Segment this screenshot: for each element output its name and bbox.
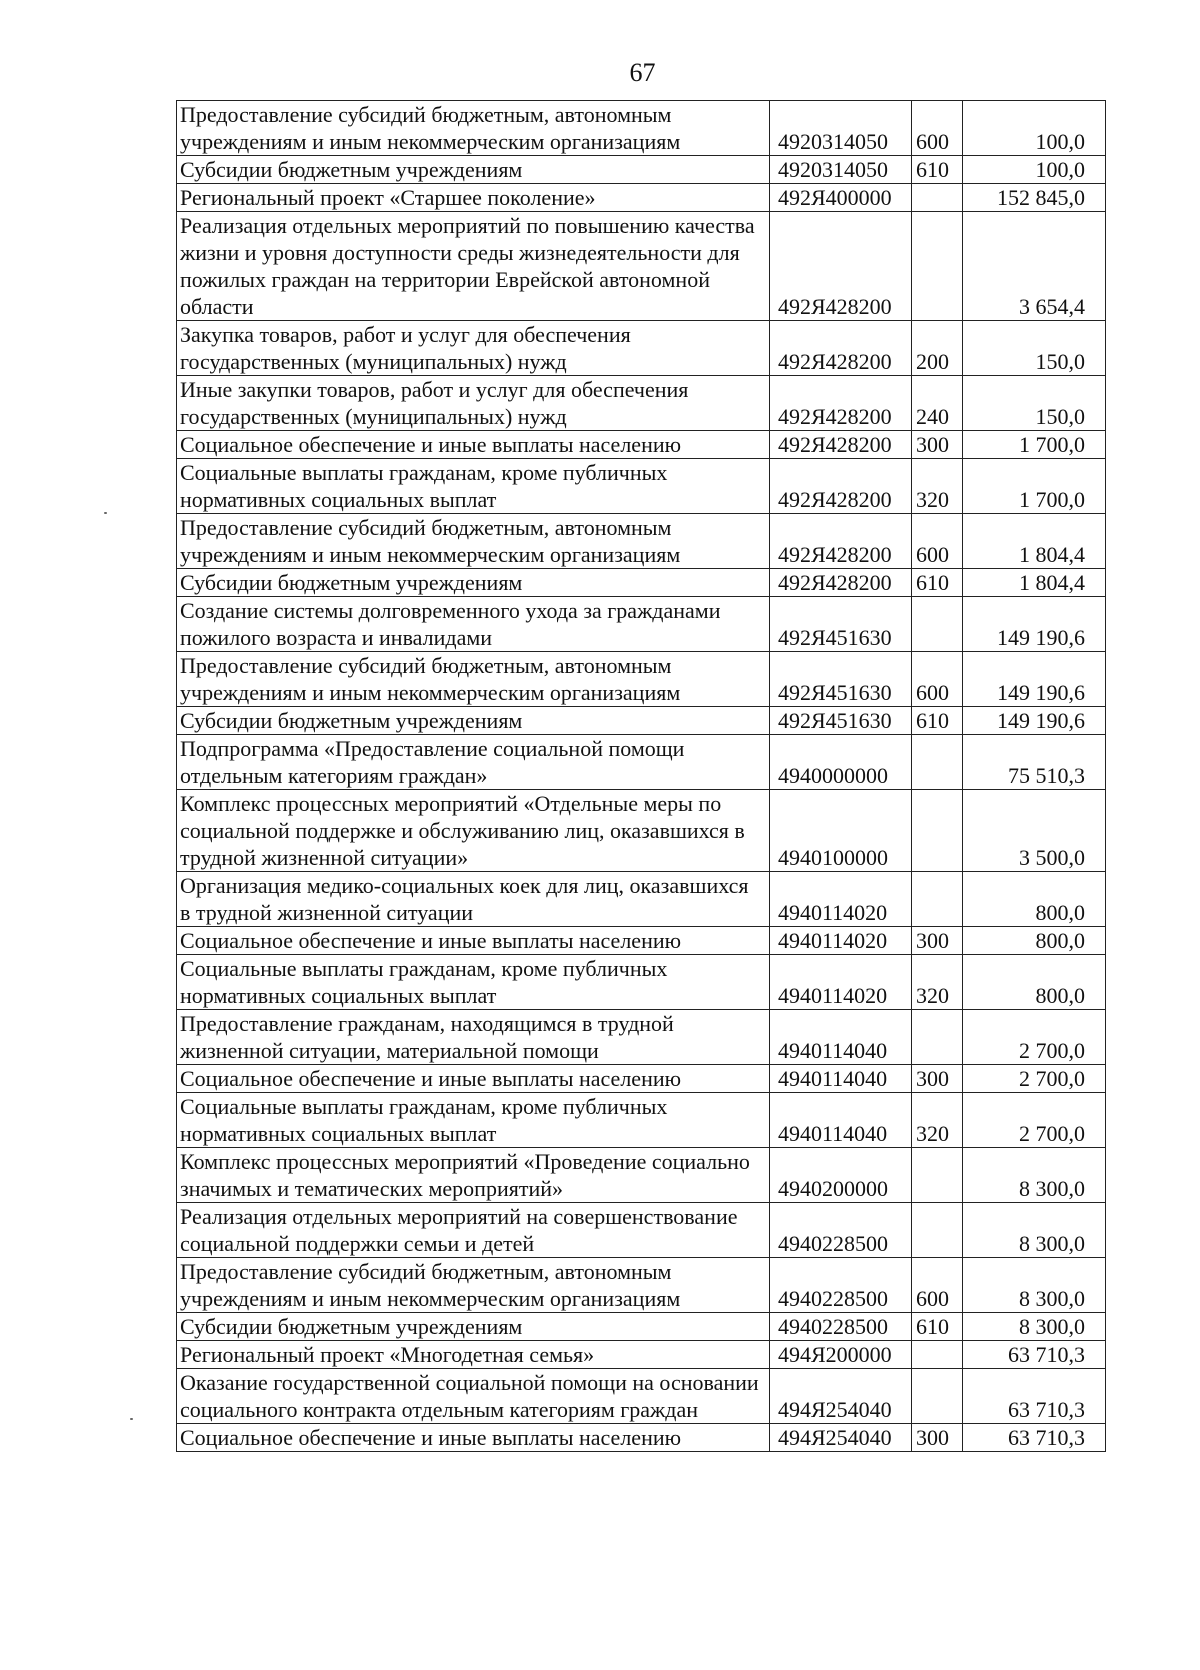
table-row <box>177 569 1106 597</box>
row-name-cell: Региональный проект «Старшее поколение» <box>177 184 770 212</box>
expense-type-cell: 610 <box>912 707 963 735</box>
target-article-code-cell: 4940228500 <box>770 1203 912 1258</box>
table-row <box>177 597 1106 652</box>
amount-cell: 1 700,0 <box>963 459 1106 514</box>
table-row <box>177 707 1106 735</box>
row-name-cell: Субсидии бюджетным учреждениям <box>177 156 770 184</box>
table-row <box>177 184 1106 212</box>
target-article-code-cell: 492Я428200 <box>770 431 912 459</box>
target-article-code-cell: 492Я428200 <box>770 514 912 569</box>
target-article-code-cell: 4940228500 <box>770 1313 912 1341</box>
expense-type-cell: 240 <box>912 376 963 431</box>
row-name-cell: Предоставление субсидий бюджетным, автономным учреждениям и иным некоммерческим организациям <box>177 514 770 569</box>
expense-type-cell: 600 <box>912 514 963 569</box>
row-name-cell: Социальные выплаты гражданам, кроме публичных нормативных социальных выплат <box>177 459 770 514</box>
target-article-code-cell: 4940114040 <box>770 1010 912 1065</box>
target-article-code-cell: 4940100000 <box>770 790 912 872</box>
table-row <box>177 1065 1106 1093</box>
table-row <box>177 872 1106 927</box>
expense-type-cell: 600 <box>912 101 963 156</box>
amount-cell: 800,0 <box>963 927 1106 955</box>
row-name-cell: Комплекс процессных мероприятий «Проведение социально значимых и тематических мероприятий» <box>177 1148 770 1203</box>
row-name-cell: Предоставление субсидий бюджетным, автономным учреждениям и иным некоммерческим организациям <box>177 101 770 156</box>
row-name-cell: Субсидии бюджетным учреждениям <box>177 569 770 597</box>
expense-type-cell <box>912 1148 963 1203</box>
table-row <box>177 1203 1106 1258</box>
expense-type-cell: 300 <box>912 1065 963 1093</box>
target-article-code-cell: 494Я254040 <box>770 1369 912 1424</box>
expense-type-cell: 300 <box>912 927 963 955</box>
amount-cell: 1 804,4 <box>963 514 1106 569</box>
table-row <box>177 321 1106 376</box>
expense-type-cell: 610 <box>912 156 963 184</box>
target-article-code-cell: 494Я254040 <box>770 1424 912 1452</box>
amount-cell: 100,0 <box>963 101 1106 156</box>
target-article-code-cell: 492Я451630 <box>770 707 912 735</box>
amount-cell: 149 190,6 <box>963 707 1106 735</box>
row-name-cell: Социальные выплаты гражданам, кроме публичных нормативных социальных выплат <box>177 1093 770 1148</box>
table-row <box>177 652 1106 707</box>
expense-type-cell: 610 <box>912 1313 963 1341</box>
amount-cell: 75 510,3 <box>963 735 1106 790</box>
target-article-code-cell: 4940000000 <box>770 735 912 790</box>
amount-cell: 2 700,0 <box>963 1093 1106 1148</box>
table-row <box>177 459 1106 514</box>
amount-cell: 8 300,0 <box>963 1313 1106 1341</box>
amount-cell: 3 500,0 <box>963 790 1106 872</box>
expense-type-cell <box>912 597 963 652</box>
target-article-code-cell: 4940200000 <box>770 1148 912 1203</box>
expense-type-cell: 610 <box>912 569 963 597</box>
amount-cell: 150,0 <box>963 321 1106 376</box>
table-row <box>177 1010 1106 1065</box>
expense-type-cell: 600 <box>912 652 963 707</box>
target-article-code-cell: 492Я428200 <box>770 212 912 321</box>
amount-cell: 2 700,0 <box>963 1065 1106 1093</box>
amount-cell: 800,0 <box>963 955 1106 1010</box>
expense-type-cell: 320 <box>912 1093 963 1148</box>
row-name-cell: Предоставление гражданам, находящимся в трудной жизненной ситуации, материальной помощи <box>177 1010 770 1065</box>
page-number: 67 <box>629 58 656 87</box>
amount-cell: 63 710,3 <box>963 1424 1106 1452</box>
row-name-cell: Оказание государственной социальной помощи на основании социального контракта отдельным категориям граждан <box>177 1369 770 1424</box>
amount-cell: 149 190,6 <box>963 652 1106 707</box>
table-row <box>177 790 1106 872</box>
table-row <box>177 1258 1106 1313</box>
target-article-code-cell: 492Я428200 <box>770 459 912 514</box>
table-row <box>177 212 1106 321</box>
target-article-code-cell: 492Я428200 <box>770 376 912 431</box>
amount-cell: 100,0 <box>963 156 1106 184</box>
row-name-cell: Социальное обеспечение и иные выплаты населению <box>177 1424 770 1452</box>
row-name-cell: Субсидии бюджетным учреждениям <box>177 1313 770 1341</box>
amount-cell: 3 654,4 <box>963 212 1106 321</box>
target-article-code-cell: 494Я200000 <box>770 1341 912 1369</box>
table-row <box>177 735 1106 790</box>
expense-type-cell <box>912 735 963 790</box>
row-name-cell: Предоставление субсидий бюджетным, автономным учреждениям и иным некоммерческим организациям <box>177 1258 770 1313</box>
row-name-cell: Социальное обеспечение и иные выплаты населению <box>177 1065 770 1093</box>
row-name-cell: Социальное обеспечение и иные выплаты населению <box>177 927 770 955</box>
target-article-code-cell: 492Я451630 <box>770 597 912 652</box>
expense-type-cell <box>912 1341 963 1369</box>
target-article-code-cell: 4940114040 <box>770 1093 912 1148</box>
expense-type-cell <box>912 212 963 321</box>
table-row <box>177 101 1106 156</box>
amount-cell: 1 700,0 <box>963 431 1106 459</box>
scan-speck <box>130 1418 133 1420</box>
target-article-code-cell: 4940114040 <box>770 1065 912 1093</box>
row-name-cell: Комплекс процессных мероприятий «Отдельные меры по социальной поддержке и обслуживанию лиц, оказавшихся в трудной жизненной ситуации» <box>177 790 770 872</box>
amount-cell: 149 190,6 <box>963 597 1106 652</box>
row-name-cell: Создание системы долговременного ухода за гражданами пожилого возраста и инвалидами <box>177 597 770 652</box>
amount-cell: 1 804,4 <box>963 569 1106 597</box>
table-row <box>177 1424 1106 1452</box>
amount-cell: 63 710,3 <box>963 1369 1106 1424</box>
row-name-cell: Иные закупки товаров, работ и услуг для обеспечения государственных (муниципальных) нужд <box>177 376 770 431</box>
table-row <box>177 927 1106 955</box>
row-name-cell: Реализация отдельных мероприятий по повышению качества жизни и уровня доступности среды жизнедеятельности для пожилых граждан на территории Еврейской автономной области <box>177 212 770 321</box>
amount-cell: 8 300,0 <box>963 1258 1106 1313</box>
table-row <box>177 431 1106 459</box>
table-row <box>177 1313 1106 1341</box>
expense-type-cell <box>912 1010 963 1065</box>
expense-type-cell <box>912 1203 963 1258</box>
row-name-cell: Подпрограмма «Предоставление социальной помощи отдельным категориям граждан» <box>177 735 770 790</box>
table-row <box>177 1093 1106 1148</box>
table-row <box>177 376 1106 431</box>
expense-type-cell: 320 <box>912 955 963 1010</box>
target-article-code-cell: 4920314050 <box>770 156 912 184</box>
target-article-code-cell: 4940114020 <box>770 955 912 1010</box>
row-name-cell: Закупка товаров, работ и услуг для обеспечения государственных (муниципальных) нужд <box>177 321 770 376</box>
amount-cell: 2 700,0 <box>963 1010 1106 1065</box>
expense-type-cell <box>912 790 963 872</box>
budget-allocation-table <box>176 100 1106 1452</box>
target-article-code-cell: 492Я428200 <box>770 569 912 597</box>
expense-type-cell: 300 <box>912 431 963 459</box>
row-name-cell: Субсидии бюджетным учреждениям <box>177 707 770 735</box>
row-name-cell: Социальное обеспечение и иные выплаты населению <box>177 431 770 459</box>
table-body <box>177 101 1106 1452</box>
table-row <box>177 955 1106 1010</box>
target-article-code-cell: 492Я400000 <box>770 184 912 212</box>
expense-type-cell <box>912 1369 963 1424</box>
table-row <box>177 156 1106 184</box>
target-article-code-cell: 4920314050 <box>770 101 912 156</box>
target-article-code-cell: 492Я451630 <box>770 652 912 707</box>
table-row <box>177 514 1106 569</box>
expense-type-cell: 300 <box>912 1424 963 1452</box>
row-name-cell: Социальные выплаты гражданам, кроме публичных нормативных социальных выплат <box>177 955 770 1010</box>
row-name-cell: Предоставление субсидий бюджетным, автономным учреждениям и иным некоммерческим организациям <box>177 652 770 707</box>
expense-type-cell: 320 <box>912 459 963 514</box>
row-name-cell: Реализация отдельных мероприятий на совершенствование социальной поддержки семьи и детей <box>177 1203 770 1258</box>
expense-type-cell <box>912 184 963 212</box>
row-name-cell: Организация медико-социальных коек для лиц, оказавшихся в трудной жизненной ситуации <box>177 872 770 927</box>
table-row <box>177 1369 1106 1424</box>
expense-type-cell: 200 <box>912 321 963 376</box>
amount-cell: 8 300,0 <box>963 1148 1106 1203</box>
amount-cell: 800,0 <box>963 872 1106 927</box>
target-article-code-cell: 4940228500 <box>770 1258 912 1313</box>
amount-cell: 63 710,3 <box>963 1341 1106 1369</box>
amount-cell: 152 845,0 <box>963 184 1106 212</box>
table-row <box>177 1148 1106 1203</box>
target-article-code-cell: 4940114020 <box>770 927 912 955</box>
scan-speck <box>104 512 107 514</box>
table-row <box>177 1341 1106 1369</box>
expense-type-cell: 600 <box>912 1258 963 1313</box>
amount-cell: 8 300,0 <box>963 1203 1106 1258</box>
expense-type-cell <box>912 872 963 927</box>
target-article-code-cell: 4940114020 <box>770 872 912 927</box>
target-article-code-cell: 492Я428200 <box>770 321 912 376</box>
row-name-cell: Региональный проект «Многодетная семья» <box>177 1341 770 1369</box>
amount-cell: 150,0 <box>963 376 1106 431</box>
